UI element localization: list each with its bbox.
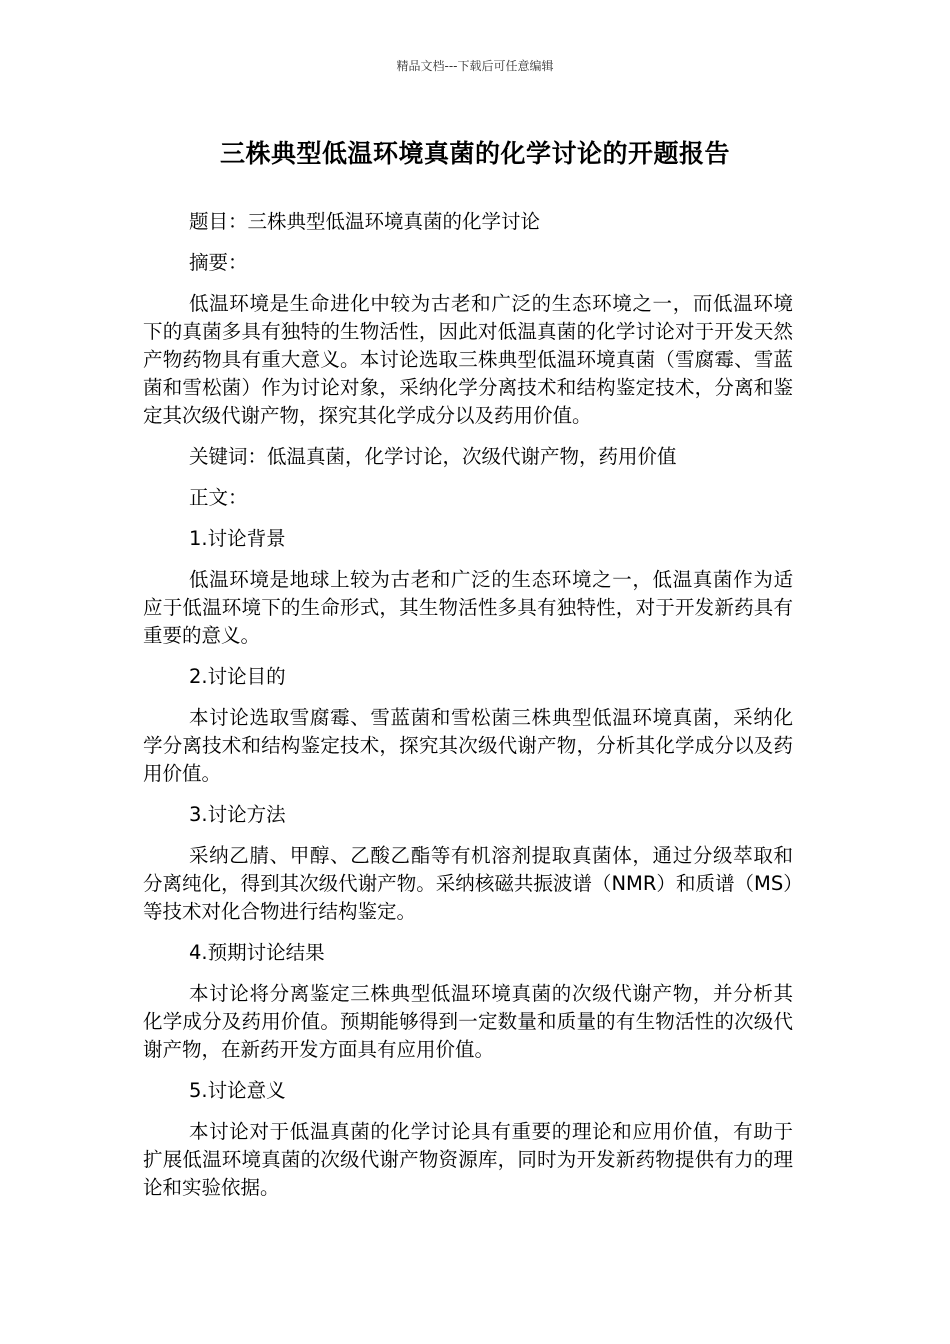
abstract-label: 摘要：	[189, 251, 248, 274]
section-paragraph-expected-results: 本讨论将分离鉴定三株典型低温环境真菌的次级代谢产物，并分析其化学成分及药用价值。预期能够得到一定数量和质量的有生物活性的次级代谢产物，在新药开发方面具有应用价值。	[143, 982, 793, 1061]
section-heading-expected-results: 4.预期讨论结果	[189, 941, 325, 964]
section-paragraph-methods: 采纳乙腈、甲醇、乙酸乙酯等有机溶剂提取真菌体，通过分级萃取和分离纯化，得到其次级代谢产物。采纳核磁共振波谱（NMR）和质谱（MS）等技术对化合物进行结构鉴定。	[143, 844, 793, 923]
section-heading-background: 1.讨论背景	[189, 527, 286, 550]
section-paragraph-background: 低温环境是地球上较为古老和广泛的生态环境之一，低温真菌作为适应于低温环境下的生命形式，其生物活性多具有独特性，对于开发新药具有重要的意义。	[143, 568, 793, 647]
page-header: 精品文档---下载后可任意编辑	[396, 59, 554, 73]
keywords-line: 关键词：低温真菌，化学讨论，次级代谢产物，药用价值	[189, 445, 677, 468]
section-heading-significance: 5.讨论意义	[189, 1079, 286, 1102]
section-paragraph-significance: 本讨论对于低温真菌的化学讨论具有重要的理论和应用价值，有助于扩展低温环境真菌的次级代谢产物资源库，同时为开发新药物提供有力的理论和实验依据。	[143, 1120, 793, 1199]
body-label: 正文：	[189, 486, 248, 509]
abstract-paragraph: 低温环境是生命进化中较为古老和广泛的生态环境之一，而低温环境下的真菌多具有独特的生物活性，因此对低温真菌的化学讨论对于开发天然产物药物具有重大意义。本讨论选取三株典型低温环境真菌（雪腐霉、雪蓝菌和雪松菌）作为讨论对象，采纳化学分离技术和结构鉴定技术，分离和鉴定其次级代谢产物，探究其化学成分以及药用价值。	[143, 292, 793, 427]
document-title: 三株典型低温环境真菌的化学讨论的开题报告	[219, 139, 730, 168]
section-heading-purpose: 2.讨论目的	[189, 665, 286, 688]
topic-line: 题目：三株典型低温环境真菌的化学讨论	[189, 210, 541, 233]
section-heading-methods: 3.讨论方法	[189, 803, 286, 826]
document-body	[143, 208, 793, 1215]
section-paragraph-purpose: 本讨论选取雪腐霉、雪蓝菌和雪松菌三株典型低温环境真菌，采纳化学分离技术和结构鉴定技术，探究其次级代谢产物，分析其化学成分以及药用价值。	[143, 706, 793, 785]
